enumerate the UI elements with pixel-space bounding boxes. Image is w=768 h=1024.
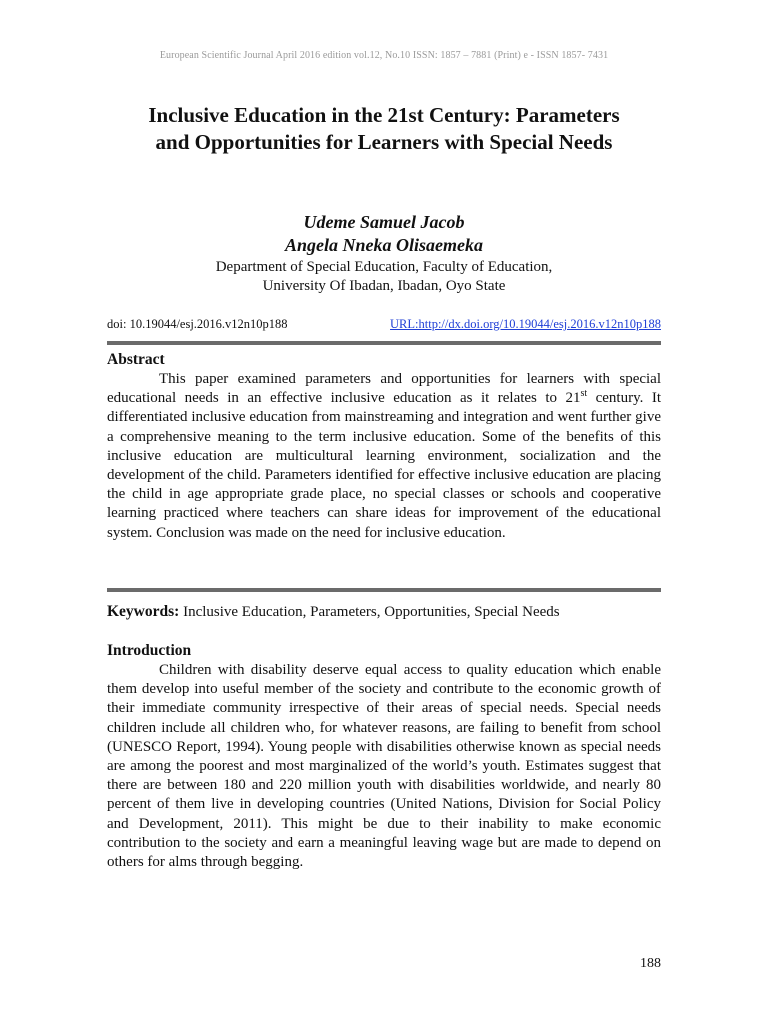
abstract-superscript: st [580, 388, 588, 400]
paper-title-line-1: Inclusive Education in the 21st Century: Parameters [148, 103, 620, 127]
introduction-heading: Introduction [107, 642, 192, 659]
paper-title-line-2: and Opportunities for Learners with Special Needs [155, 130, 613, 154]
running-header: European Scientific Journal April 2016 edition vol.12, No.10 ISSN: 1857 – 7881 (Print) e - ISSN 1857- 7431 [159, 50, 609, 61]
affiliation-line: Department of Special Education, Faculty of Education, [215, 259, 553, 275]
keywords-label: Keywords: [107, 603, 180, 620]
keywords-line [107, 602, 661, 622]
doi-url-link[interactable]: URL:http://dx.doi.org/10.19044/esj.2016.v12n10p188 [390, 317, 661, 331]
doi-text: doi: 10.19044/esj.2016.v12n10p188 [107, 317, 288, 331]
page-number: 188 [640, 956, 661, 971]
abstract-bottom-divider [107, 588, 661, 592]
author-name: Udeme Samuel Jacob [303, 212, 465, 232]
author-affiliation [60, 258, 708, 296]
doi-line [107, 316, 661, 332]
abstract-paragraph [107, 370, 661, 543]
introduction-text: Children with disability deserve equal access to quality education which enable them develop into useful member of the society and contribute to the economic growth of their immediate community irrespective of their areas of special needs. Special needs children include all children who, for whatever reasons, are failing to benefit from school (UNESCO Report, 1994). Young people with disabilities otherwise known as special needs are among the poorest and most marginalized of the world’s youth. Estimates suggest that there are between 180 and 220 million youth with disabilities worldwide, and nearly 80 percent of them live in developing countries (United Nations, Division for Social Policy and Development, 2011). This might be due to their inability to make economic contribution to the society and earn a meaningful leaving wage but are made to depend on others for alms through begging. [107, 662, 661, 871]
paper-title [60, 102, 708, 156]
introduction-paragraph [107, 661, 661, 872]
abstract-heading: Abstract [107, 351, 165, 368]
author-list [60, 211, 708, 257]
author-name: Angela Nneka Olisaemeka [285, 235, 483, 255]
abstract-top-divider [107, 341, 661, 345]
affiliation-line: University Of Ibadan, Ibadan, Oyo State [262, 278, 506, 294]
abstract-text-part-2: century. It differentiated inclusive education from mainstreaming and integration and went further give a comprehensive meaning to the term inclusive education. Some of the benefits of this inclusive education are multicultural learning environment, socialization and the development of the child. Parameters identified for effective inclusive education are placing the child in age appropriate grade place, no special classes or schools and cooperative learning practiced where teachers can share ideas for improvement of the educational system. Conclusion was made on the need for inclusive education. [107, 390, 661, 541]
keywords-values: Inclusive Education, Parameters, Opportunities, Special Needs [179, 604, 560, 620]
abstract-text-part-1: This paper examined parameters and opportunities for learners with special educational needs in an effective inclusive education as it relates to 21 [107, 371, 661, 407]
